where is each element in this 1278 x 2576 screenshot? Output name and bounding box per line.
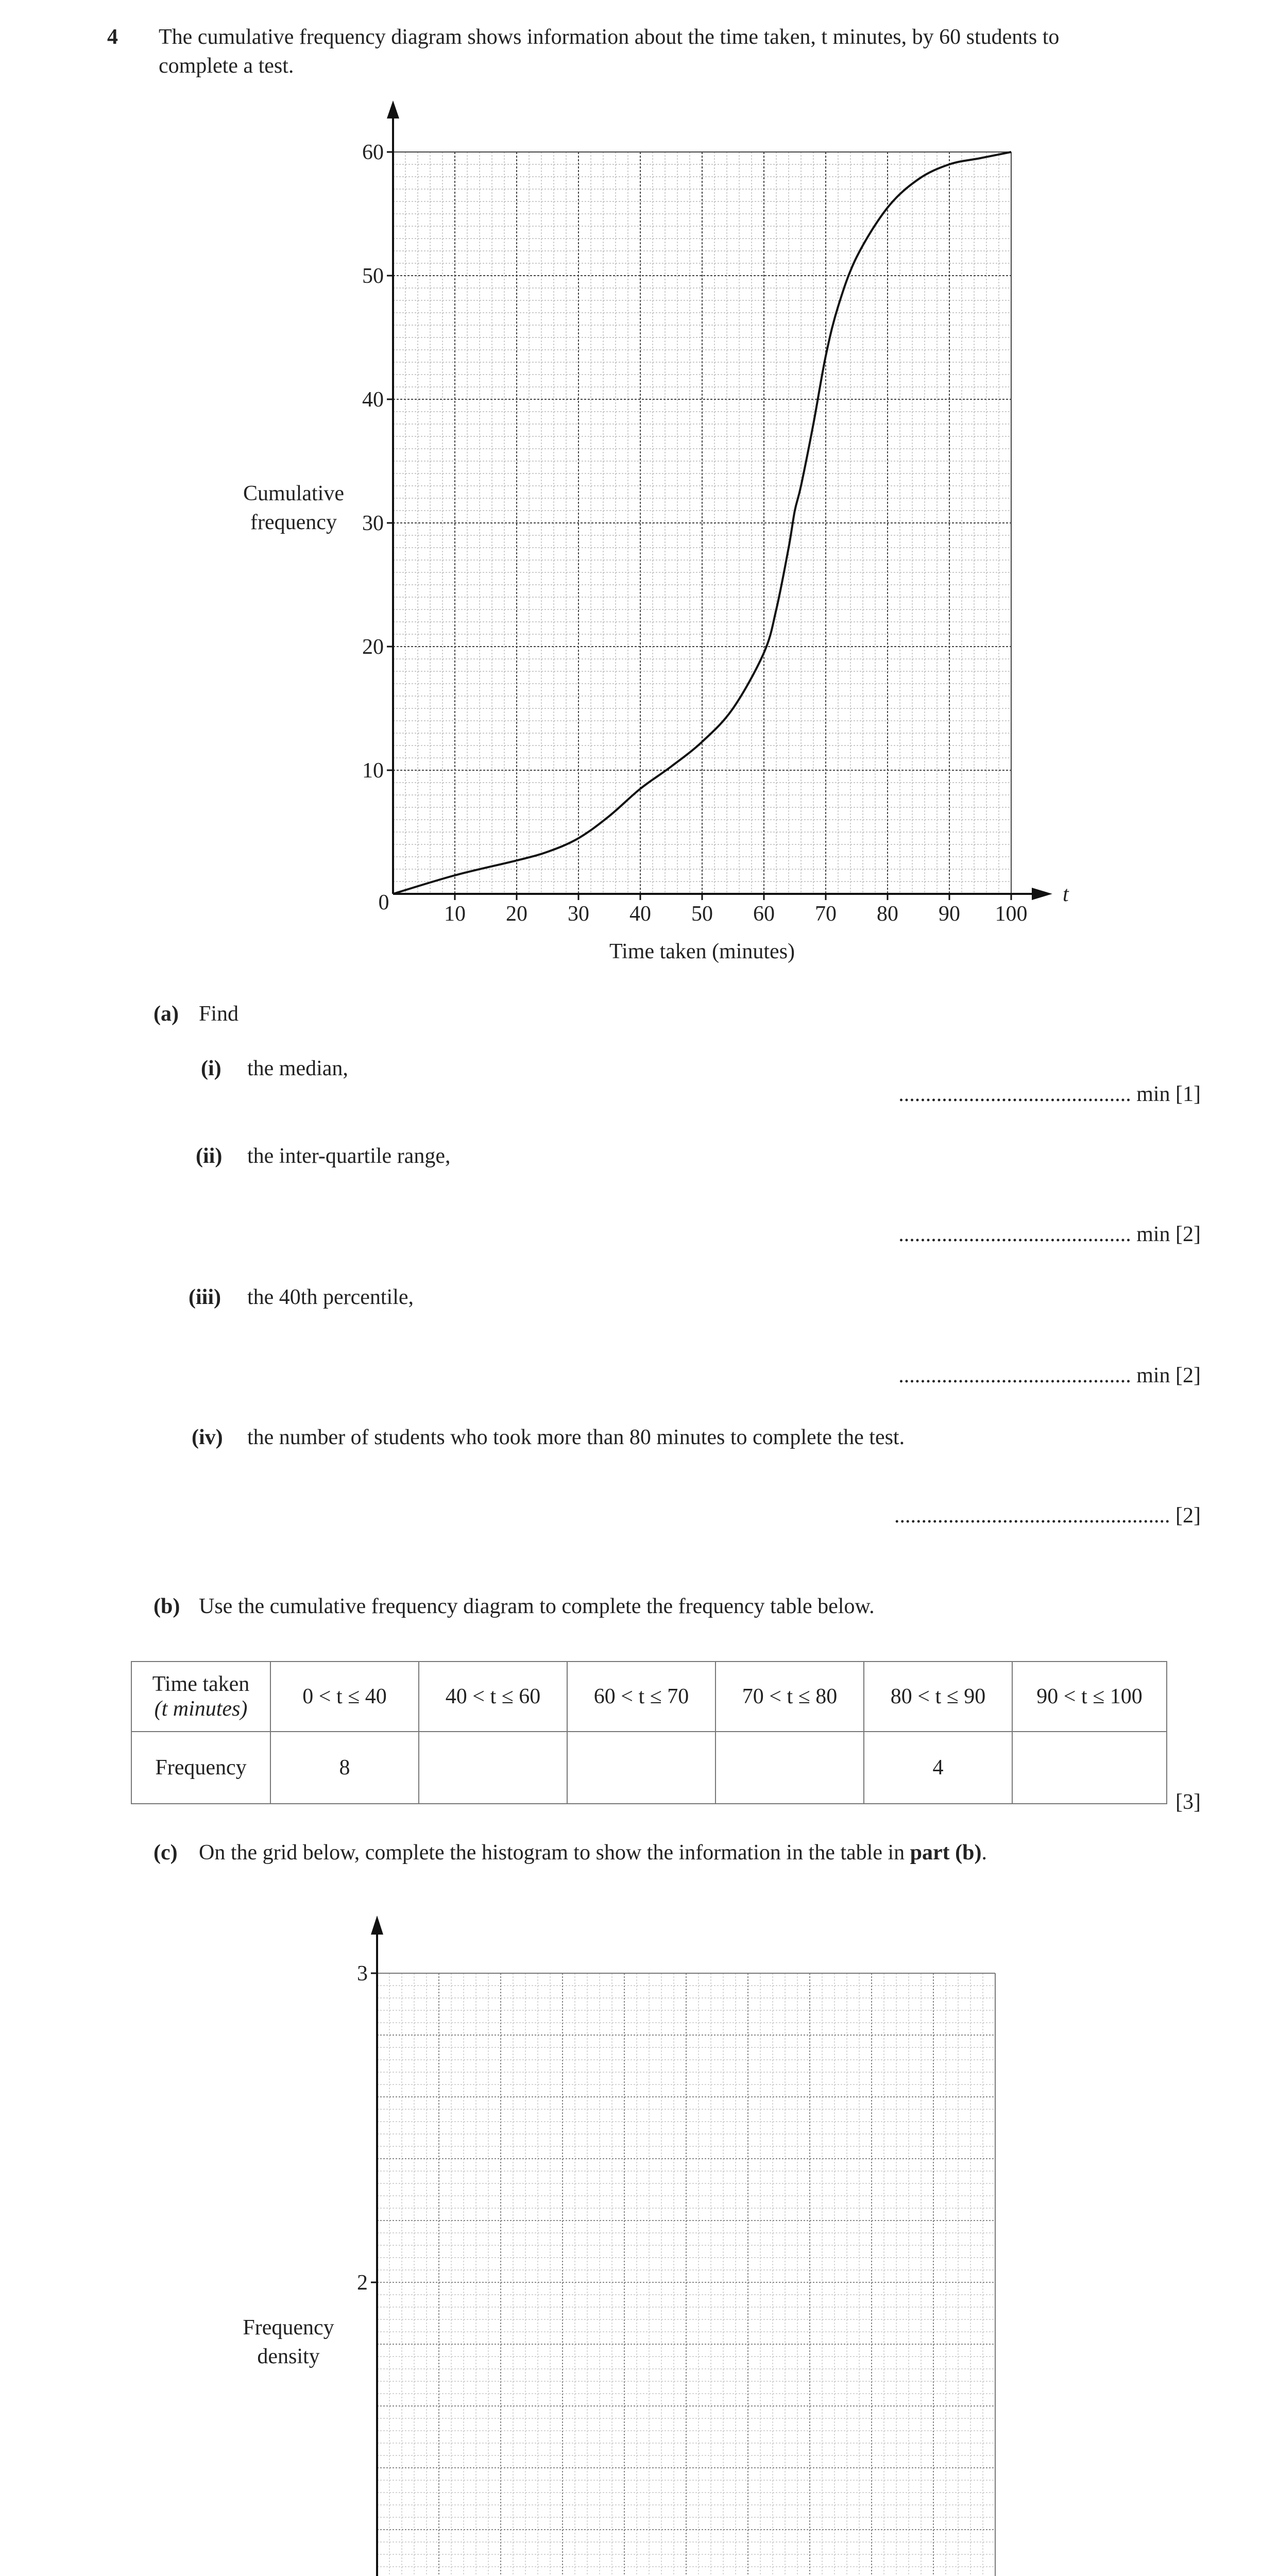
question-intro bbox=[159, 23, 1199, 80]
cf-y-tick-label: 50 bbox=[362, 264, 384, 288]
answer-line-over-80[interactable]: ................................................... [2] bbox=[894, 1504, 1201, 1528]
part-a-i-label: (i) bbox=[201, 1057, 221, 1080]
fd-grid bbox=[377, 1973, 995, 2576]
cf-ticks bbox=[362, 141, 1028, 963]
cf-ylabel bbox=[216, 479, 371, 537]
part-b-text: Use the cumulative frequency diagram to complete the frequency table below. bbox=[199, 1595, 875, 1618]
part-a-iv-text: the number of students who took more than 80 minutes to complete the test. bbox=[247, 1426, 905, 1449]
histogram-grid bbox=[340, 1901, 1092, 2576]
interval-cell: 60 < t ≤ 70 bbox=[567, 1662, 715, 1732]
interval-cell: 40 < t ≤ 60 bbox=[419, 1662, 567, 1732]
interval-cell: 70 < t ≤ 80 bbox=[715, 1662, 864, 1732]
table-header-row bbox=[131, 1662, 1167, 1732]
part-a-ii-label: (ii) bbox=[196, 1144, 223, 1168]
part-a-ii-text: the inter-quartile range, bbox=[247, 1144, 451, 1168]
cf-y-tick-label: 20 bbox=[362, 635, 384, 659]
interval-cell: 0 < t ≤ 40 bbox=[270, 1662, 419, 1732]
part-c-text-bold: part (b) bbox=[910, 1841, 982, 1865]
answer-line-iqr[interactable]: ........................................... min [2] bbox=[898, 1223, 1201, 1246]
header-line-2: (t minutes) bbox=[154, 1697, 248, 1721]
fd-y-arrowhead bbox=[371, 1916, 383, 1935]
cf-x-tick-label: 30 bbox=[568, 902, 589, 926]
fd-ylabel-line1: Frequency bbox=[243, 2316, 334, 2340]
cf-grid bbox=[393, 152, 1011, 894]
cf-ylabel-line2: frequency bbox=[250, 511, 337, 534]
cf-axes bbox=[387, 100, 1069, 906]
cf-x-tick-label: 80 bbox=[877, 902, 898, 926]
frequency-cell-input[interactable] bbox=[419, 1732, 567, 1804]
cf-x-tick-label: 60 bbox=[753, 902, 775, 926]
cf-x-tick-label: 40 bbox=[629, 902, 651, 926]
part-a-iii-text: the 40th percentile, bbox=[247, 1285, 414, 1309]
cf-x-tick-label: 10 bbox=[444, 902, 466, 926]
fd-ylabel-line2: density bbox=[257, 2345, 320, 2368]
header-line-1: Time taken bbox=[152, 1672, 250, 1696]
cf-ylabel-line1: Cumulative bbox=[243, 482, 344, 505]
interval-cell: 80 < t ≤ 90 bbox=[864, 1662, 1012, 1732]
cf-y-tick-label: 60 bbox=[362, 141, 384, 164]
part-c-text bbox=[199, 1838, 987, 1867]
part-b-marks: [3] bbox=[1175, 1790, 1201, 1814]
part-c-text-main: On the grid below, complete the histogram to show the information in the table in bbox=[199, 1841, 905, 1865]
cf-x-tick-label: 50 bbox=[691, 902, 713, 926]
frequency-cell: 8 bbox=[270, 1732, 419, 1804]
cf-y-tick-label: 10 bbox=[362, 759, 384, 783]
fd-axes bbox=[371, 1916, 1065, 2576]
cumulative-frequency-chart bbox=[361, 98, 1082, 984]
frequency-table bbox=[131, 1661, 1167, 1804]
frequency-row-label: Frequency bbox=[131, 1732, 270, 1804]
interval-cell: 90 < t ≤ 100 bbox=[1012, 1662, 1167, 1732]
cf-y-tick-label: 30 bbox=[362, 512, 384, 535]
intro-line-1: The cumulative frequency diagram shows information about the time taken, t minutes, by 60 students to bbox=[159, 25, 1060, 49]
cf-x-tick-label: 70 bbox=[815, 902, 837, 926]
part-a-i-text: the median, bbox=[247, 1057, 348, 1080]
answer-line-40th-percentile[interactable]: ........................................... min [2] bbox=[898, 1364, 1201, 1387]
fd-y-tick-label: 3 bbox=[357, 1962, 368, 1986]
cf-origin-label: 0 bbox=[378, 891, 389, 914]
answer-line-median[interactable]: ........................................... min [1] bbox=[898, 1082, 1201, 1106]
cf-x-tick-label: 20 bbox=[506, 902, 527, 926]
intro-line-2: complete a test. bbox=[159, 54, 294, 78]
frequency-cell: 4 bbox=[864, 1732, 1012, 1804]
part-c-text-end: . bbox=[981, 1841, 987, 1865]
part-a-label: (a) bbox=[154, 1002, 179, 1026]
table-frequency-row bbox=[131, 1732, 1167, 1804]
cf-y-arrowhead bbox=[387, 100, 399, 118]
fd-y-tick-label: 2 bbox=[357, 2271, 368, 2295]
part-b-label: (b) bbox=[154, 1595, 180, 1618]
part-a-text: Find bbox=[199, 1002, 239, 1026]
frequency-cell-input[interactable] bbox=[567, 1732, 715, 1804]
cf-x-axis-label: Time taken (minutes) bbox=[609, 940, 795, 963]
cf-x-tick-label: 100 bbox=[995, 902, 1028, 926]
question-number: 4 bbox=[107, 25, 118, 49]
part-a-iv-label: (iv) bbox=[192, 1426, 223, 1449]
frequency-cell-input[interactable] bbox=[715, 1732, 864, 1804]
part-c-label: (c) bbox=[154, 1841, 178, 1865]
table-header-label bbox=[131, 1662, 270, 1732]
cf-x-arrowhead bbox=[1032, 888, 1052, 900]
cf-y-tick-label: 40 bbox=[362, 388, 384, 412]
frequency-cell-input[interactable] bbox=[1012, 1732, 1167, 1804]
cf-axis-var: t bbox=[1063, 883, 1069, 906]
fd-ticks bbox=[357, 1962, 1012, 2576]
part-a-iii-label: (iii) bbox=[189, 1285, 221, 1309]
cf-x-tick-label: 90 bbox=[939, 902, 960, 926]
